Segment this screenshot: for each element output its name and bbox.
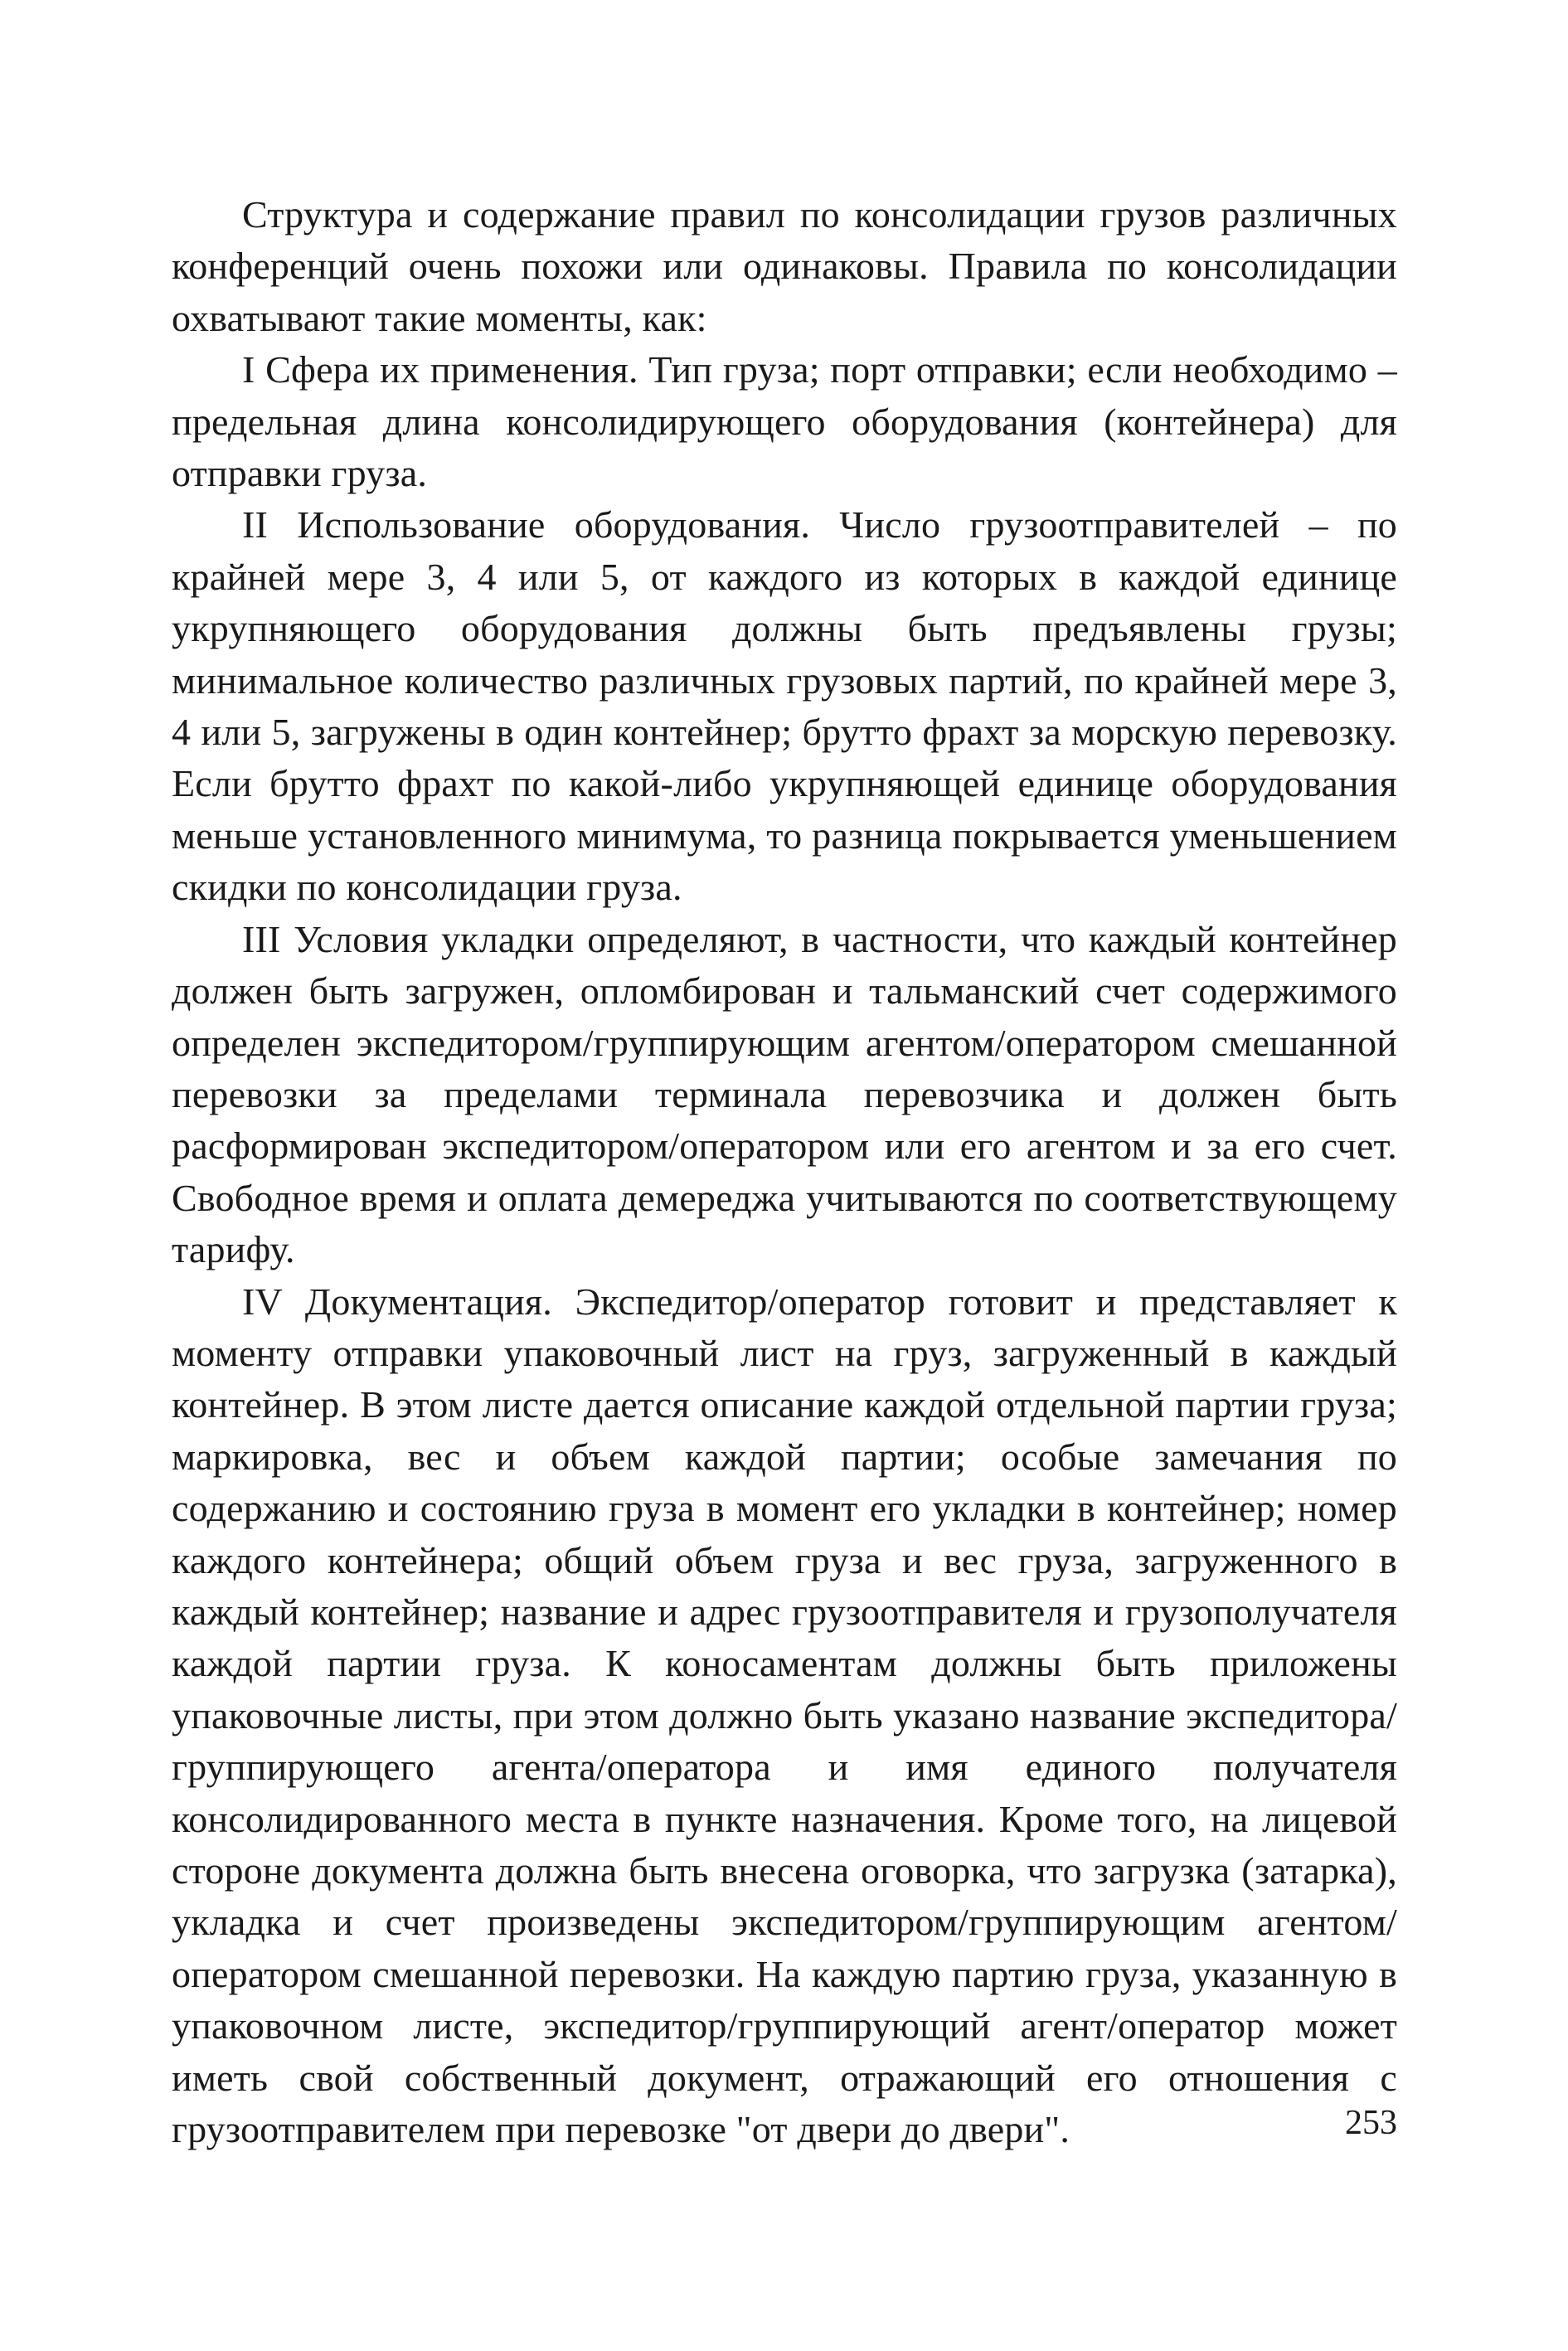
paragraph-equipment: II Использование оборудования. Число грузоотправителей – по крайней мере 3, 4 или 5, от каждого из которых в каждой единице укрупняющего оборудования должны быть предъявлены грузы; минимальное количество различных грузовых партий, по крайней мере 3, 4 или 5, загружены в один контейнер; брутто фрахт за морскую перевозку. Если брутто фрахт по какой-либо укрупняющей единице оборудования меньше установленного минимума, то разница покрывается уменьшением скидки по консолидации груза.	[172, 503, 1397, 909]
paragraph-scope: I Сфера их применения. Тип груза; порт отправки; если необходимо – предельная длина консолидирующего оборудования (контейнера) для отправки груза.	[172, 348, 1397, 495]
paragraph-intro: Структура и содержание правил по консолидации грузов различных конференций очень похожи или одинаковы. Правила по консолидации охватывают такие моменты, как:	[172, 193, 1397, 339]
paragraph-documentation: IV Документация. Экспедитор/оператор готовит и представляет к моменту отправки упаковочный лист на груз, загруженный в каждый контейнер. В этом листе дается описание каждой отдельной партии груза; маркировка, вес и объем каждой партии; особые замечания по содержанию и состоянию груза в момент его укладки в контейнер; номер каждого контейнера; общий объем груза и вес груза, загруженного в каждый контейнер; название и адрес грузоотправителя и грузополучателя каждой партии груза. К коносаментам должны быть приложены упаковочные листы, при этом должно быть указано название экспедитора/группирующего агента/оператора и имя единого получателя консолидированного места в пункте назначения. Кроме того, на лицевой стороне документа должна быть внесена оговорка, что загрузка (затарка), укладка и счет произведены экспедитором/группирующим агентом/оператором смешанной перевозки. На каждую партию груза, указанную в упаковочном листе, экспедитор/группирующий агент/оператор может иметь свой собственный документ, отражающий его отношения с грузоотправителем при перевозке "от двери до двери".	[172, 1280, 1397, 2151]
page-number: 253	[1345, 2104, 1397, 2142]
body-text	[172, 189, 1397, 2155]
paragraph-stowage: III Условия укладки определяют, в частности, что каждый контейнер должен быть загружен, опломбирован и тальманский счет содержимого определен экспедитором/группирующим агентом/оператором смешанной перевозки за пределами терминала перевозчика и должен быть расформирован экспедитором/оператором или его агентом и за его счет. Свободное время и оплата демереджа учитываются по соответствующему тарифу.	[172, 917, 1397, 1271]
